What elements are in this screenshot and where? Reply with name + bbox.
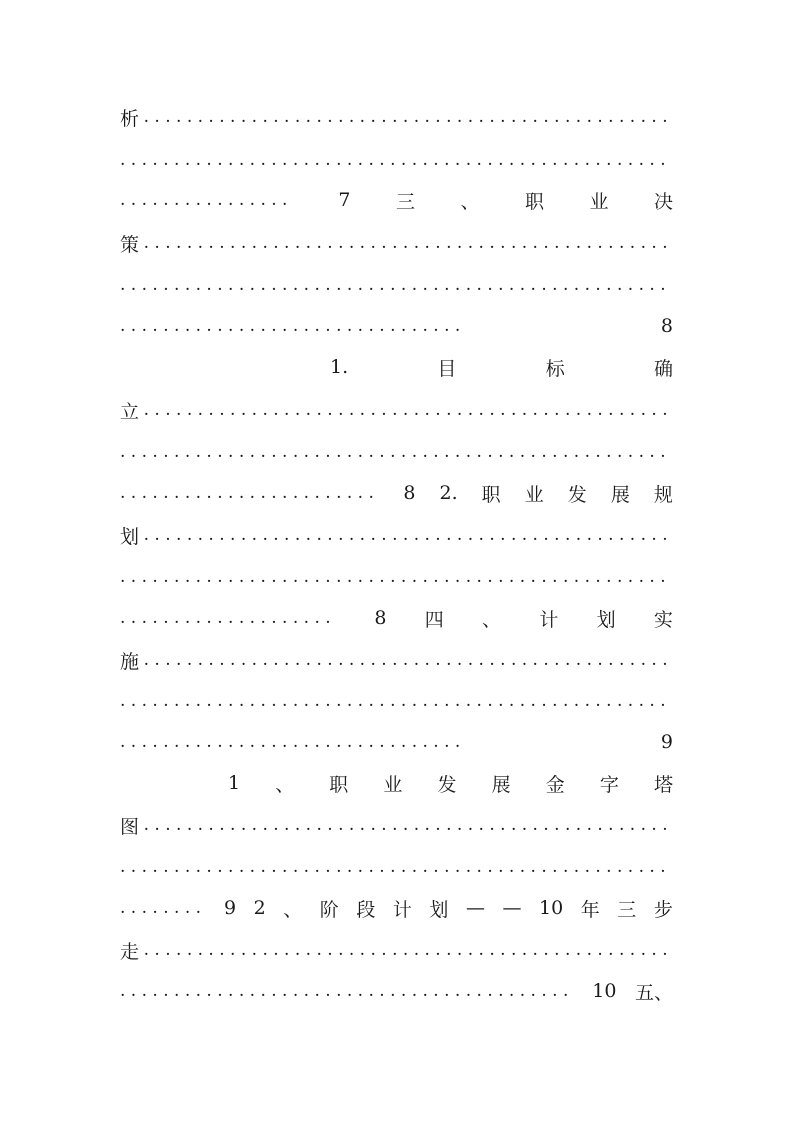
dot-leader: ................................................. bbox=[143, 400, 673, 420]
toc-text: — bbox=[465, 897, 485, 919]
toc-text: 划 bbox=[120, 525, 140, 548]
toc-text: 划 bbox=[429, 898, 449, 921]
toc-line bbox=[120, 520, 673, 550]
toc-text: 目 bbox=[437, 357, 457, 380]
dot-leader: .......................................... bbox=[120, 981, 574, 1001]
toc-line bbox=[120, 686, 673, 716]
toc-text: 标 bbox=[545, 357, 565, 380]
toc-text: 职 bbox=[481, 483, 501, 506]
toc-line bbox=[120, 603, 673, 633]
toc-text: 施 bbox=[120, 650, 140, 673]
dot-leader: ................................................. bbox=[143, 650, 673, 670]
toc-text: 7 bbox=[338, 189, 351, 211]
dot-leader: .................... bbox=[120, 608, 337, 628]
toc-text: 业 bbox=[383, 773, 403, 796]
dot-leader: ................................................... bbox=[120, 275, 671, 295]
toc-text: 阶 bbox=[319, 898, 339, 921]
toc-text: 四 bbox=[424, 608, 444, 631]
toc-line bbox=[120, 727, 673, 757]
toc-text: 五、 bbox=[634, 981, 673, 1004]
toc-line bbox=[120, 102, 673, 132]
toc-text: 1. bbox=[330, 356, 349, 378]
toc-text: 划 bbox=[596, 608, 616, 631]
dot-leader: ................................................. bbox=[143, 815, 673, 835]
toc-text: 图 bbox=[120, 815, 140, 838]
toc-text: 业 bbox=[589, 190, 609, 213]
dot-leader: ................ bbox=[120, 190, 293, 210]
dot-leader: ................................................... bbox=[120, 567, 671, 587]
toc-text: 职 bbox=[329, 773, 349, 796]
toc-text: 业 bbox=[524, 483, 544, 506]
toc-text: 10 bbox=[539, 897, 564, 919]
toc-line bbox=[330, 352, 673, 382]
toc-text: 计 bbox=[539, 608, 559, 631]
toc-text: 展 bbox=[491, 773, 511, 796]
toc-line bbox=[120, 185, 673, 215]
toc-line bbox=[120, 228, 673, 258]
toc-text: 走 bbox=[120, 940, 140, 963]
toc-text: 展 bbox=[610, 483, 630, 506]
dot-leader: ........................ bbox=[120, 483, 380, 503]
toc-line bbox=[120, 852, 673, 882]
toc-text: 计 bbox=[392, 898, 412, 921]
toc-text: 9 bbox=[660, 731, 673, 753]
toc-text: 9 bbox=[223, 897, 237, 919]
toc-text: 决 bbox=[653, 190, 673, 213]
toc-line bbox=[120, 562, 673, 592]
toc-text: 8 bbox=[403, 482, 416, 504]
dot-leader: ................................ bbox=[120, 316, 466, 336]
toc-text: — bbox=[502, 897, 522, 919]
toc-line bbox=[120, 437, 673, 467]
toc-line bbox=[120, 311, 673, 341]
toc-text: 2 bbox=[253, 897, 266, 919]
toc-text: 确 bbox=[653, 357, 673, 380]
dot-leader: ................................ bbox=[120, 732, 466, 752]
dot-leader: ................................................... bbox=[120, 691, 671, 711]
toc-text: 三 bbox=[617, 898, 637, 921]
toc-text: 段 bbox=[356, 898, 376, 921]
toc-text: 8 bbox=[374, 607, 387, 629]
dot-leader: ................................................... bbox=[120, 150, 671, 170]
toc-text: 年 bbox=[580, 898, 600, 921]
toc-line bbox=[120, 810, 673, 840]
toc-text: 规 bbox=[653, 483, 673, 506]
toc-text: 析 bbox=[120, 107, 140, 130]
toc-text: 实 bbox=[653, 608, 673, 631]
toc-text: 发 bbox=[437, 773, 457, 796]
dot-leader: ................................................. bbox=[143, 233, 673, 253]
toc-text: 三 bbox=[395, 190, 415, 213]
toc-text: 、 bbox=[482, 608, 502, 631]
dot-leader: ................................................. bbox=[143, 107, 673, 127]
toc-text: 步 bbox=[653, 898, 673, 921]
dot-leader: ................................................... bbox=[120, 857, 671, 877]
toc-line bbox=[228, 768, 673, 798]
toc-text: 10 bbox=[592, 980, 617, 1002]
toc-line bbox=[120, 976, 673, 1006]
toc-text: 策 bbox=[120, 233, 140, 256]
dot-leader: ................................................... bbox=[120, 442, 671, 462]
toc-text: 立 bbox=[120, 400, 140, 423]
toc-text: 塔 bbox=[653, 773, 673, 796]
toc-line bbox=[120, 935, 673, 965]
toc-line bbox=[120, 395, 673, 425]
toc-line bbox=[120, 145, 673, 175]
toc-line bbox=[120, 270, 673, 300]
toc-text: 职 bbox=[524, 190, 544, 213]
dot-leader: ........ bbox=[120, 898, 207, 918]
toc-text: 、 bbox=[275, 773, 295, 796]
toc-text: 8 bbox=[660, 315, 673, 337]
toc-line bbox=[120, 478, 673, 508]
toc-text: 发 bbox=[567, 483, 587, 506]
toc-line bbox=[120, 893, 673, 923]
toc-text: 、 bbox=[460, 190, 480, 213]
toc-text: 、 bbox=[283, 898, 303, 921]
dot-leader: ................................................. bbox=[143, 525, 673, 545]
toc-text: 字 bbox=[599, 773, 619, 796]
toc-text: 2. bbox=[439, 482, 458, 504]
toc-line bbox=[120, 645, 673, 675]
dot-leader: ................................................. bbox=[143, 940, 673, 960]
toc-text: 金 bbox=[545, 773, 565, 796]
toc-text: 1 bbox=[228, 772, 241, 794]
